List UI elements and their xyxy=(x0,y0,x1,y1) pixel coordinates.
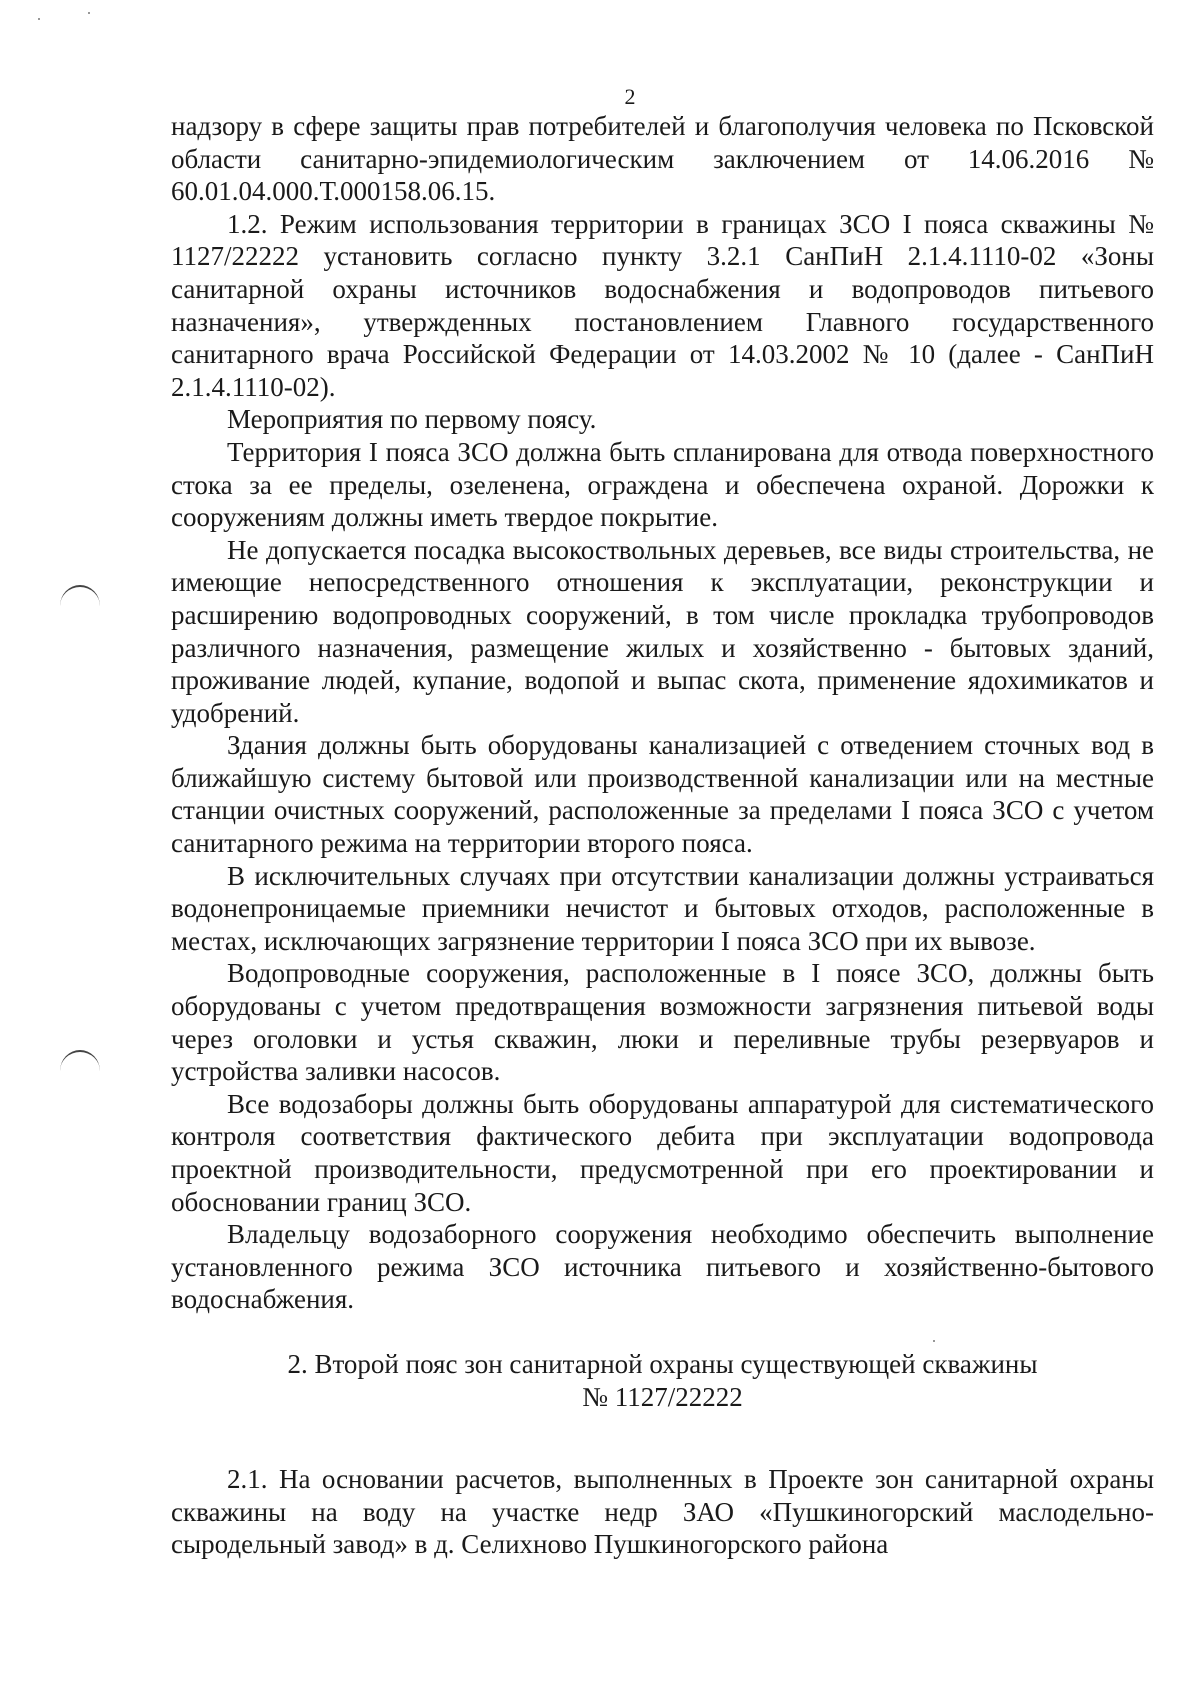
punch-hole-mark xyxy=(60,585,100,627)
paragraph: надзору в сфере защиты прав потребителей и благополучия человека по Псковской области санитарно-эпидемиологическим заключением от 14.06.2016 № 60.01.04.000.Т.000158.06.15. xyxy=(171,111,1154,207)
document-body xyxy=(171,110,1154,1561)
paragraph: Все водозаборы должны быть оборудованы аппаратурой для систематического контроля соответствия фактического дебита при эксплуатации водопровода проектной производительности, предусмотренной при его проектировании и обосновании границ ЗСО. xyxy=(171,1088,1154,1217)
paragraph: 2.1. На основании расчетов, выполненных в Проекте зон санитарной охраны скважины на воду на участке недр ЗАО «Пушкиногорский маслодельно-сыродельный завод» в д. Селихново Пушкиногорского района xyxy=(171,1464,1154,1560)
paragraph: Территория I пояса ЗСО должна быть спланирована для отвода поверхностного стока за ее пределы, озеленена, ограждена и обеспечена охраной. Дорожки к сооружениям должны иметь твердое покрытие. xyxy=(171,436,1154,533)
paragraph: Не допускается посадка высокоствольных деревьев, все виды строительства, не имеющие непосредственного отношения к эксплуатации, реконструкции и расширению водопроводных сооружений, в том числе прокладка трубопроводов различного назначения, размещение жилых и хозяйственно - бытовых зданий, проживание людей, купание, водопой и выпас скота, применение ядохимикатов и удобрений. xyxy=(171,534,1154,728)
paragraph: В исключительных случаях при отсутствии канализации должны устраиваться водонепроницаемые приемники нечистот и бытовых отходов, расположенные в местах, исключающих загрязнение территории I пояса ЗСО при их вывозе. xyxy=(171,860,1154,956)
scan-speck xyxy=(38,18,40,20)
paragraph: Здания должны быть оборудованы канализацией с отведением сточных вод в ближайшую систему бытовой или производственной канализации или на местные станции очистных сооружений, расположенные за пределами I пояса ЗСО с учетом санитарного режима на территории второго пояса. xyxy=(171,730,1154,859)
section-heading-line: 2. Второй пояс зон санитарной охраны существующей скважины xyxy=(287,1348,1038,1379)
paragraph: 1.2. Режим использования территории в границах ЗСО I пояса скважины № 1127/22222 установить согласно пункту 3.2.1 СанПиН 2.1.4.1110-02 «Зоны санитарной охраны источников водоснабжения и водопроводов питьевого назначения», утвержденных постановлением Главного государственного санитарного врача Российской Федерации от 14.03.2002 № 10 (далее - СанПиН 2.1.4.1110-02). xyxy=(171,208,1154,402)
scan-speck xyxy=(88,12,90,14)
paragraph: Водопроводные сооружения, расположенные в I поясе ЗСО, должны быть оборудованы с учетом предотвращения возможности загрязнения питьевой воды через оголовки и устья скважин, люки и переливные трубы резервуаров и устройства заливки насосов. xyxy=(171,958,1154,1087)
paragraph: Мероприятия по первому поясу. xyxy=(227,404,597,435)
punch-hole-mark xyxy=(60,1050,100,1092)
section-heading-line: № 1127/22222 xyxy=(582,1381,743,1412)
section-heading xyxy=(171,1348,1154,1413)
paragraph: Владельцу водозаборного сооружения необходимо обеспечить выполнение установленного режима ЗСО источника питьевого и хозяйственно-бытового водоснабжения. xyxy=(171,1219,1154,1315)
page-number: 2 xyxy=(624,84,636,109)
